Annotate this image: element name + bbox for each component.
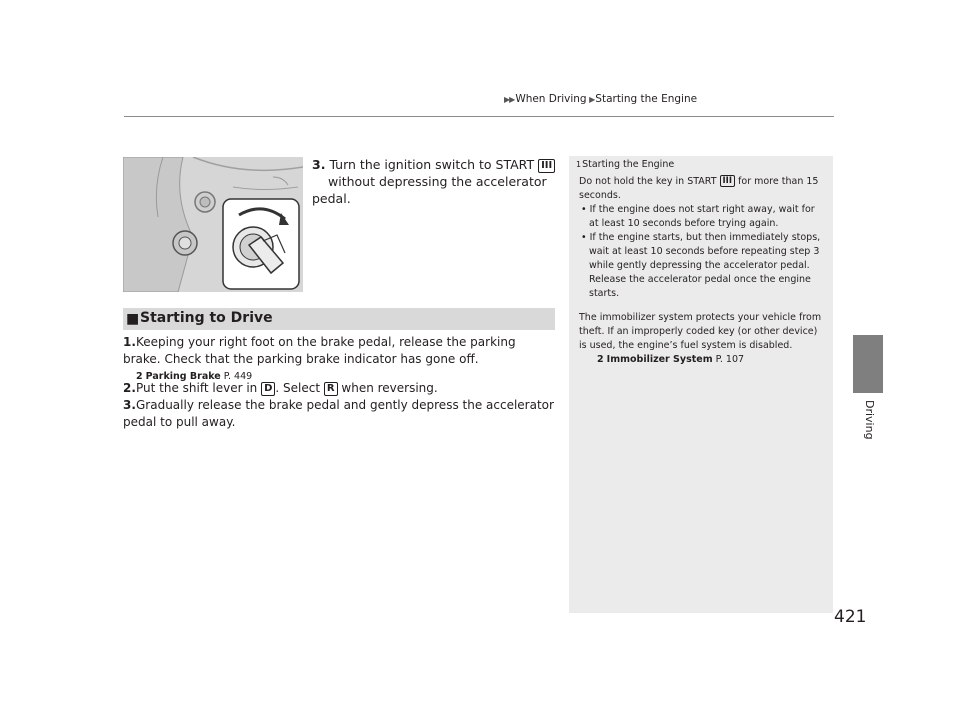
sidebar-para-2: The immobilizer system protects your vehicle from theft. If an improperly coded key (or other device) is used, the engine’s fuel system is disabled.	[579, 312, 822, 351]
header-divider	[124, 116, 834, 117]
ignition-switch-illustration	[123, 157, 303, 292]
key-position-badge: III	[538, 159, 555, 173]
gear-d-badge: D	[261, 382, 275, 396]
xref-page: P. 449	[220, 371, 253, 382]
xref-icon: 2	[597, 354, 604, 365]
chapter-tab[interactable]	[853, 335, 883, 393]
sidebar-para-1: Do not hold the key in START III for more than 15 seconds.	[579, 176, 819, 201]
sidebar-header	[576, 159, 674, 170]
sidebar-bullet-2: • If the engine starts, but then immediately stops, wait at least 10 seconds before repeating step 3 while gently depressing the accelerator pedal. Release the accelerator pedal once the engine starts.	[581, 232, 821, 299]
chapter-tab-label: Driving	[863, 400, 876, 440]
section-heading	[123, 308, 555, 330]
gear-r-badge: R	[324, 382, 338, 396]
xref-title[interactable]: Immobilizer System	[606, 354, 713, 365]
step-text: Gradually release the brake pedal and gently depress the accelerator pedal to pull away.	[123, 398, 554, 429]
xref-page: P. 107	[712, 354, 745, 365]
sidebar-bullet-1: • If the engine does not start right away, wait for at least 10 seconds before trying again.	[581, 204, 815, 229]
note-icon: 1	[576, 160, 582, 169]
step-text: . Select	[275, 381, 324, 395]
key-position-badge: III	[720, 175, 736, 187]
step-text: when reversing.	[337, 381, 438, 395]
step-number: 1.	[123, 335, 136, 349]
step-3	[123, 397, 555, 431]
ignition-step	[312, 156, 562, 207]
step-number: 3.	[123, 398, 136, 412]
step-2	[123, 380, 555, 397]
breadcrumb-arrow-icon: ▶▶	[504, 95, 515, 104]
step-number: 3.	[312, 157, 326, 172]
step-text: Put the shift lever in	[136, 381, 262, 395]
xref-title[interactable]: Parking Brake	[145, 371, 221, 382]
section-title: Starting to Drive	[140, 310, 273, 326]
step-text: Turn the ignition switch to START	[329, 157, 539, 172]
xref-icon: 2	[136, 371, 143, 382]
breadcrumb-item-when-driving[interactable]: When Driving	[515, 93, 587, 105]
square-bullet-icon: ■	[126, 311, 140, 327]
sidebar-content	[579, 175, 827, 367]
step-number: 2.	[123, 381, 136, 395]
notes-sidebar	[569, 156, 833, 613]
xref-immobilizer[interactable]	[579, 353, 827, 367]
breadcrumb-arrow-icon: ▶	[587, 95, 595, 104]
breadcrumb-item-starting-engine[interactable]: Starting the Engine	[595, 93, 698, 105]
page-number: 421	[834, 607, 867, 627]
step-text-cont: without depressing the accelerator pedal.	[312, 174, 547, 206]
step-1	[123, 334, 555, 368]
sidebar-title: Starting the Engine	[582, 159, 675, 170]
breadcrumb	[503, 93, 697, 105]
step-text: Keeping your right foot on the brake pedal, release the parking brake. Check that the parking brake indicator has gone off.	[123, 335, 516, 366]
